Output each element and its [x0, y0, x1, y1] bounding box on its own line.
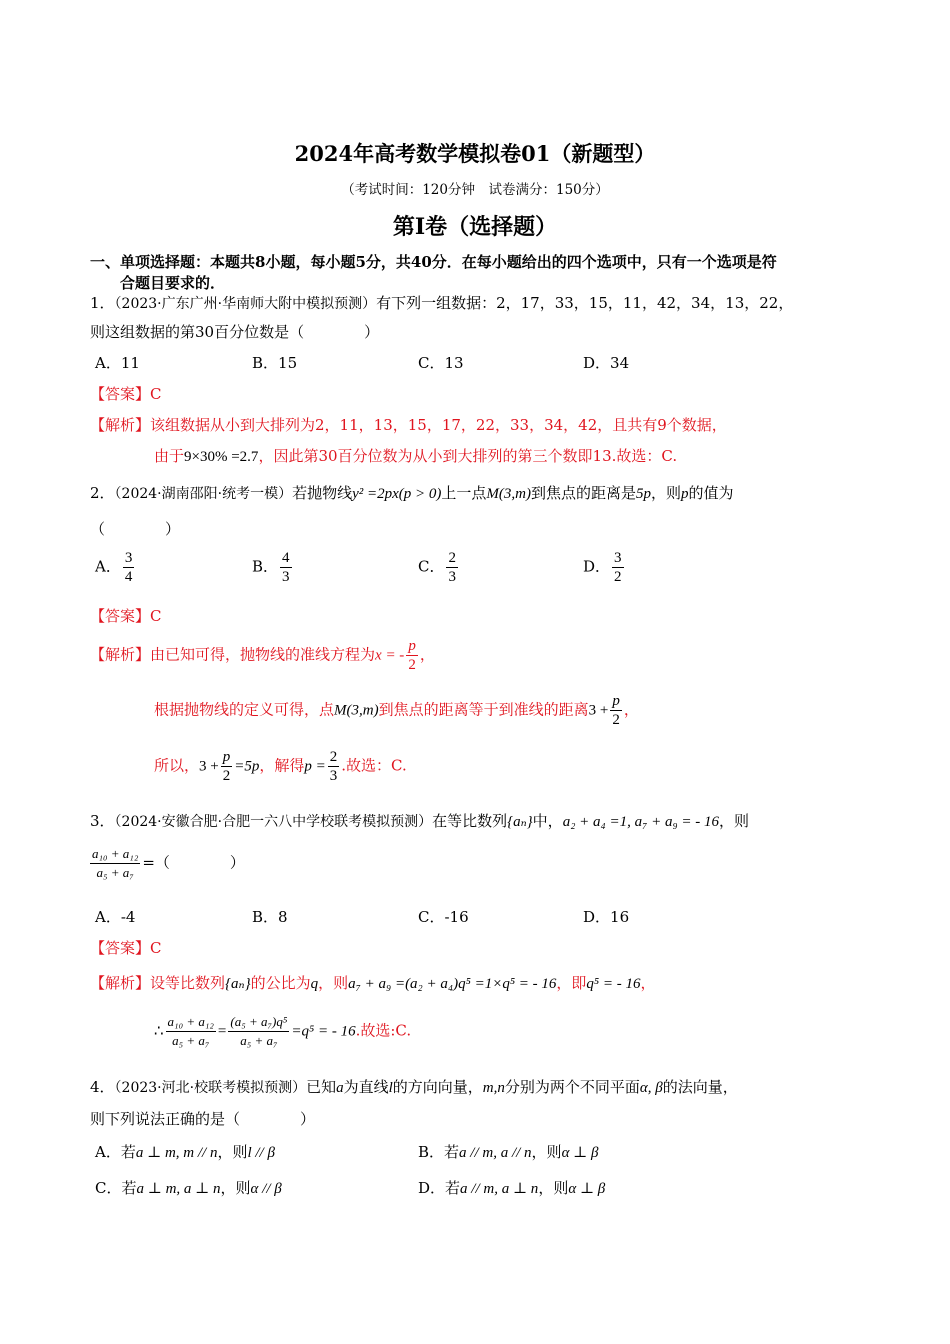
q2-option-b: B． $\frac{4}{3}$: [252, 550, 290, 585]
q3-option-c: C．-16: [418, 908, 469, 926]
exam-info: （考试时间：120分钟 试卷满分：150分）: [341, 182, 609, 198]
q3-answer: 【答案】C: [90, 939, 162, 957]
q1-option-c: C．13: [418, 354, 464, 372]
question-4-stem-cont: 则下列说法正确的是（ ）: [90, 1110, 316, 1128]
q2-analysis-cont: 根据抛物线的定义可得，点M(3,m)到焦点的距离等于到准线的距离3 + $\frac{p}{2}$ ，: [154, 693, 639, 728]
question-4: 4．（2023·河北·校联考模拟预测）已知a为直线l的方向向量，m,n分别为两个不同平面α, β的法向量，: [90, 1078, 738, 1096]
q1-option-b: B．15: [252, 354, 298, 372]
part1-instructions: 一、单项选择题：本题共8小题，每小题5分，共40分．在每小题给出的四个选项中，只有一个选项是符: [90, 253, 777, 271]
question-number: 1．: [90, 294, 115, 312]
q2-option-d: D． $\frac{3}{2}$: [583, 550, 622, 585]
question-1-stem-cont: 则这组数据的第30百分位数是（ ）: [90, 323, 380, 341]
question-stem: 有下列一组数据：2，17，33，15，11，42，34，13，22，: [376, 294, 794, 312]
q1-analysis-cont: 由于9×30% =2.7，因此第30百分位数为从小到大排列的第三个数即13.故选：C.: [154, 447, 678, 465]
q3-option-a: A．-4: [95, 908, 136, 926]
q4-option-d: D．若a // m, a ⊥ n，则α ⊥ β: [418, 1179, 606, 1197]
q4-option-a: A．若a ⊥ m, m // n，则l // β: [95, 1143, 275, 1161]
q4-option-c: C．若a ⊥ m, a ⊥ n，则α // β: [95, 1179, 282, 1197]
q2-analysis-cont2: 所以，3 + $\frac{p}{2}$ =5p，解得p = $\frac{2}{3}$ .故选：C.: [154, 749, 407, 784]
q3-option-d: D．16: [583, 908, 630, 926]
q2-analysis: 【解析】由已知可得，抛物线的准线方程为x = - $\frac{p}{2}$ ，: [90, 638, 435, 673]
question-2-stem-cont: （ ）: [90, 520, 181, 538]
q1-option-a: A．11: [95, 354, 140, 372]
q2-option-c: C． $\frac{2}{3}$: [418, 550, 456, 585]
question-1: [90, 292, 793, 313]
q1-option-d: D．34: [583, 354, 630, 372]
q4-option-b: B．若a // m, a // n，则α ⊥ β: [418, 1143, 599, 1161]
section-title: 第I卷（选择题）: [392, 214, 558, 240]
part1-instructions-cont: 合题目要求的．: [120, 274, 226, 292]
question-3-stem-cont: $\frac{\text{a₁₀ + a₁₂}}{\text{a₅ + a₇}}$ =（ ）: [92, 846, 245, 880]
question-2: 2．（2024·湖南邵阳·统考一模）若抛物线y² =2px(p > 0)上一点M(3,m)到焦点的距离是5p，则p的值为: [90, 484, 734, 502]
q2-answer: 【答案】C: [90, 607, 162, 625]
q1-analysis: 【解析】该组数据从小到大排列为2，11，13，15，17，22，33，34，42，且共有9个数据，: [90, 416, 727, 434]
q1-answer: 【答案】C: [90, 385, 162, 403]
q3-option-b: B．8: [252, 908, 288, 926]
question-3: 3．（2024·安徽合肥·合肥一六八中学校联考模拟预测）在等比数列{aₙ}中，a₂ + a₄ =1, a₇ + a₉ = - 16，则: [90, 812, 750, 830]
question-source: （2023·广东广州·华南师大附中模拟预测）: [114, 296, 377, 312]
q3-analysis-cont: ∴ $\frac{\text{a₁₀ + a₁₂}}{\text{a₅ + a₇}}$ = $\frac{\text{(a₅ + a₇)q⁵}}{\text{a₅ + a₇}}$ =q⁵ = - 16.故选:C.: [154, 1014, 412, 1048]
q3-analysis: 【解析】设等比数列{aₙ}的公比为q，则a₇ + a₉ =(a₂ + a₄)q⁵ =1×q⁵ = - 16，即q⁵ = - 16，: [90, 974, 656, 992]
page-title: 2024年高考数学模拟卷01（新题型）: [294, 141, 656, 166]
q2-option-a: A． $\frac{3}{4}$: [95, 550, 133, 585]
